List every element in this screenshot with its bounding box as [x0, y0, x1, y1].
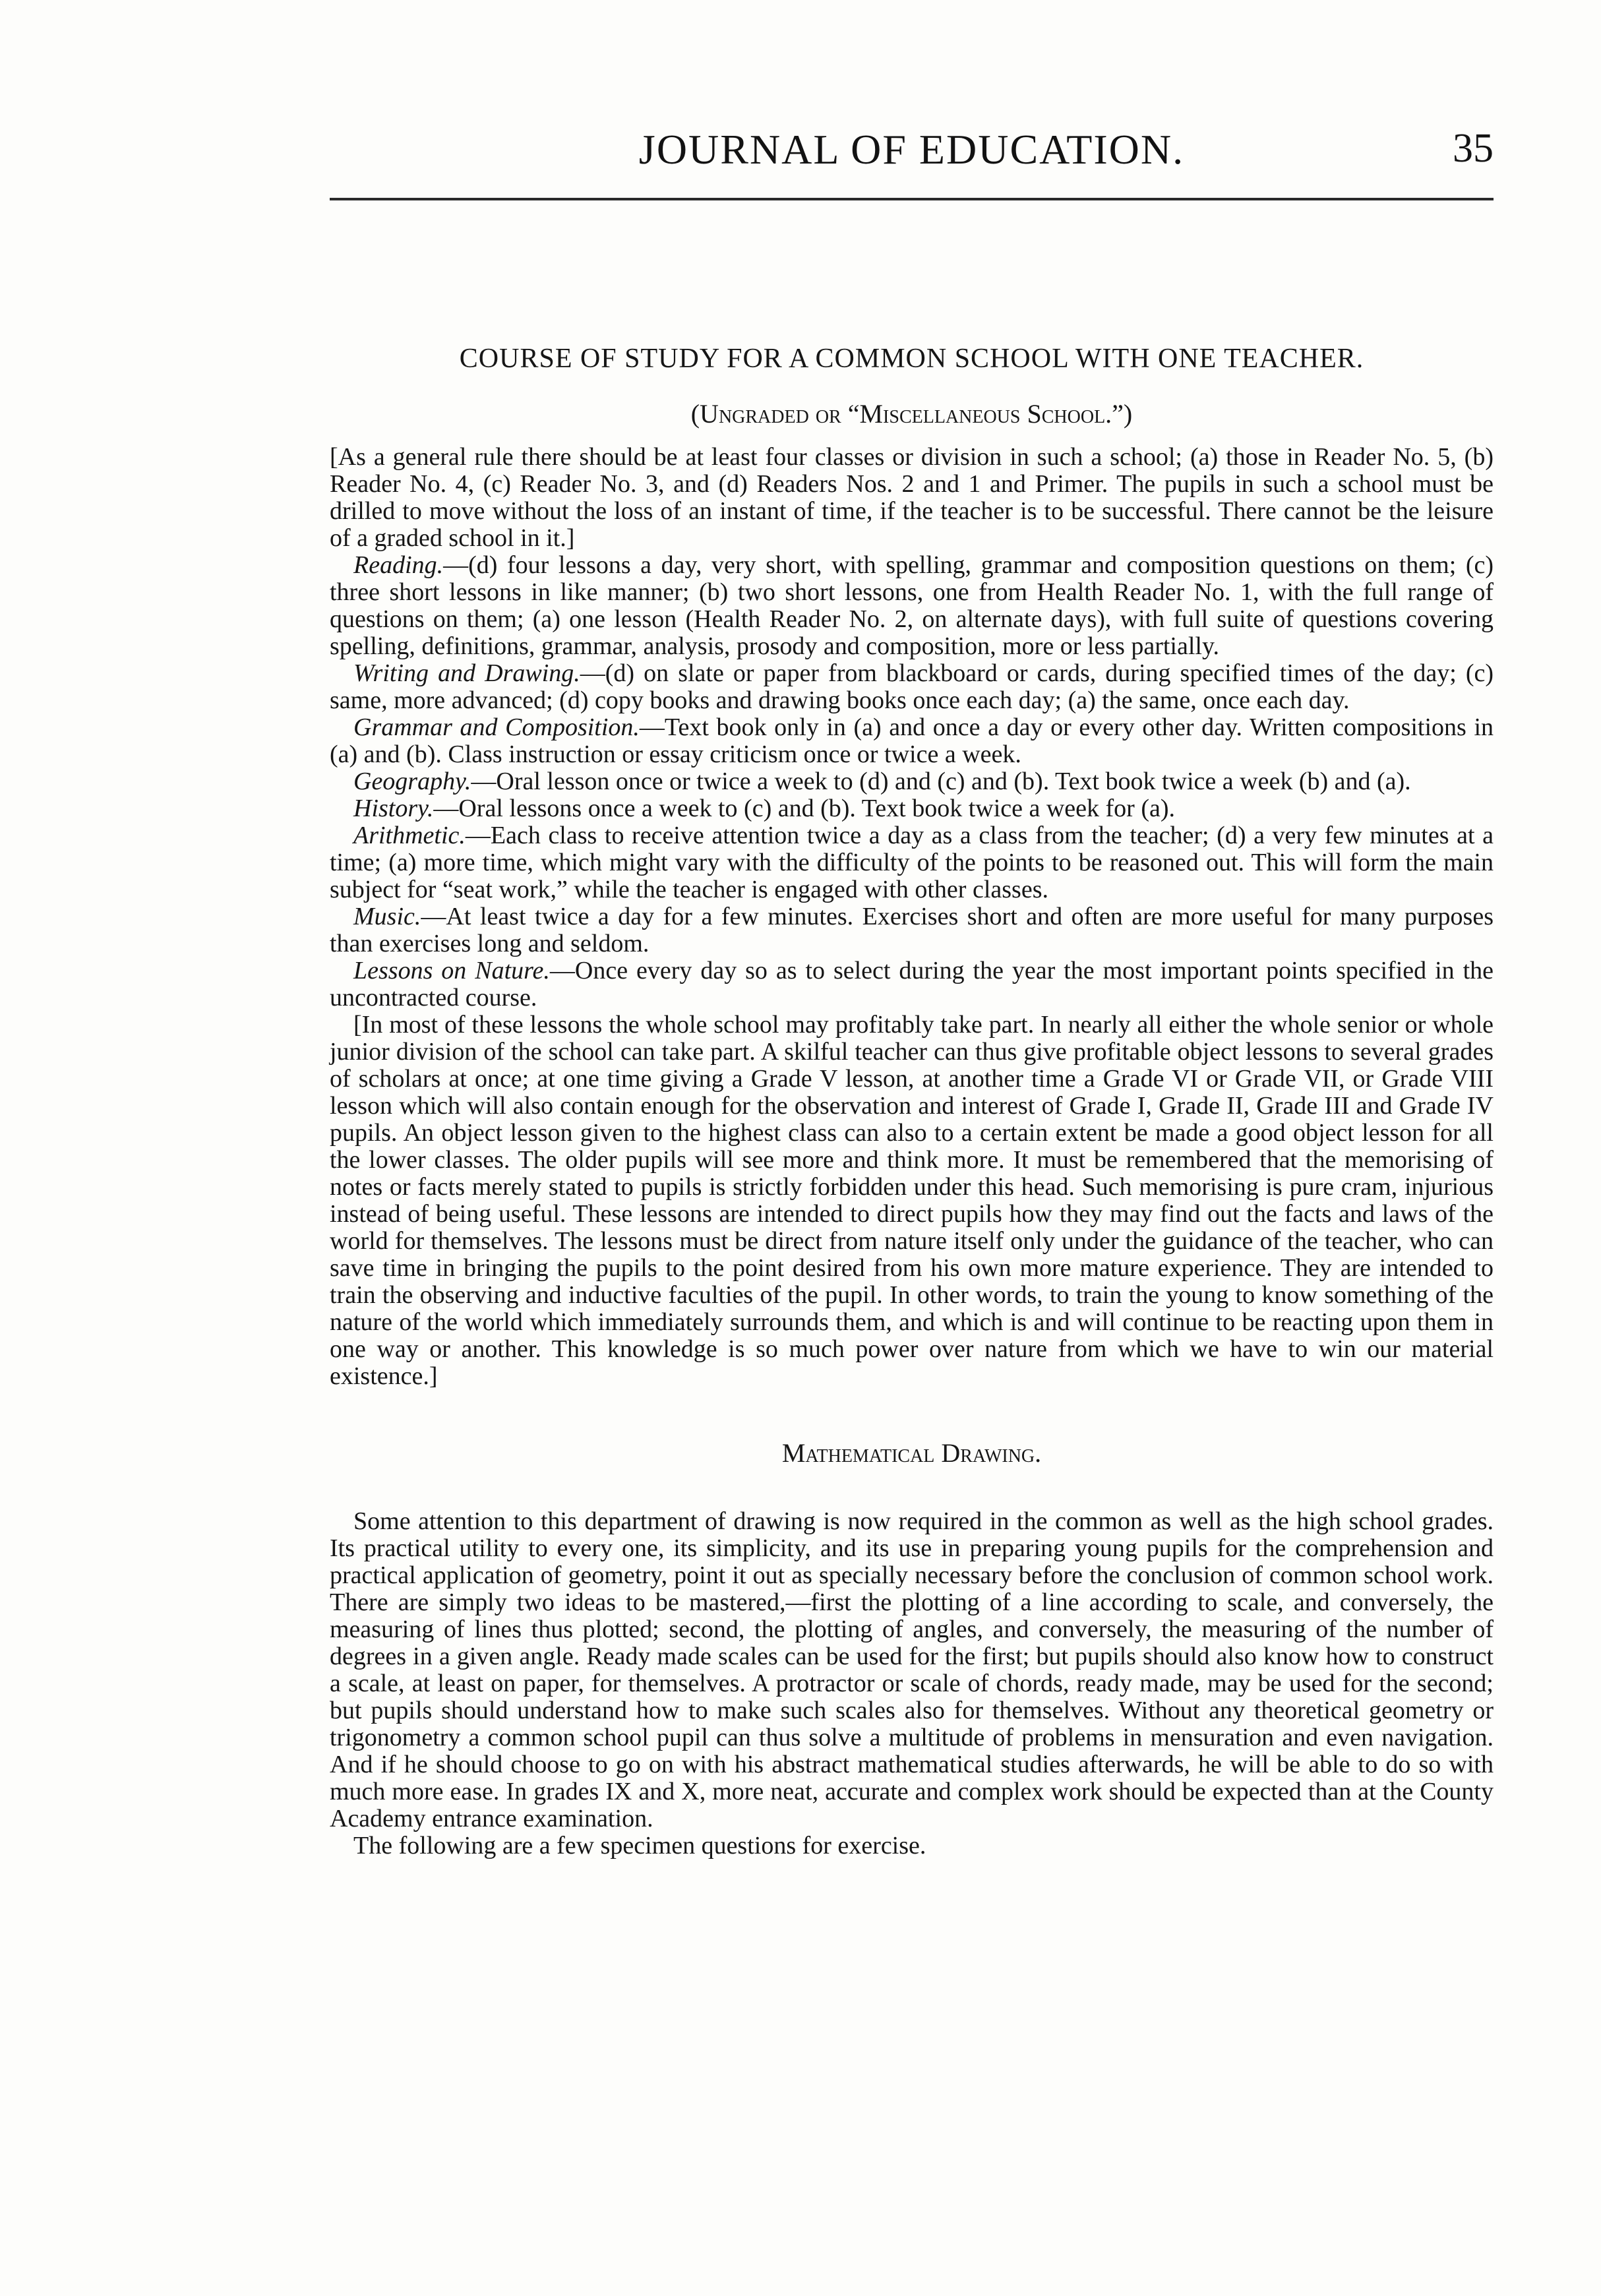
subject-arithmetic	[330, 822, 1494, 903]
subject-geography	[330, 768, 1494, 795]
course-title: COURSE OF STUDY FOR A COMMON SCHOOL WITH ONE TEACHER.	[459, 344, 1364, 374]
subject-title: Lessons on Nature.	[353, 957, 550, 984]
subject-text: —Each class to receive attention twice a day as a class from the teacher; (d) a very few minutes at a time; (a) more time, which might vary with the difficulty of the points to be reasoned out. This will form the main subject for “seat work,” while the teacher is engaged with other classes.	[330, 822, 1494, 903]
subject-text: —Oral lessons once a week to (c) and (b). Text book twice a week for (a).	[433, 795, 1176, 822]
header-rule	[330, 198, 1494, 200]
page-content	[330, 231, 1494, 1859]
subject-text: —(d) four lessons a day, very short, with spelling, grammar and composition questions on them; (c) three short lessons in like manner; (b) two short lessons, one from Health Reader No. 1, with the full range of questions on them; (a) one lesson (Health Reader No. 2, on alternate days), with full suite of questions covering spelling, definitions, grammar, analysis, prosody and composition, more or less partially.	[330, 551, 1494, 660]
intro-note: [As a general rule there should be at least four classes or division in such a school; (a) those in Reader No. 5, (b) Reader No. 4, (c) Reader No. 3, and (d) Readers Nos. 2 and 1 and Primer. The pupils in such a school must be drilled to move without the loss of an instant of time, if the teacher is to be successful. There cannot be the leisure of a graded school in it.]	[330, 443, 1494, 552]
subject-title: Geography.	[353, 768, 471, 795]
section-title-mathematical-drawing: Mathematical Drawing.	[781, 1438, 1042, 1468]
running-head	[330, 106, 1494, 178]
subject-writing-drawing	[330, 660, 1494, 714]
course-subtitle: (Ungraded or “Miscellaneous School.”)	[690, 399, 1133, 429]
subject-title: Reading.	[353, 551, 444, 579]
specimen-intro: The following are a few specimen questions for exercise.	[353, 1832, 926, 1859]
subject-title: History.	[353, 795, 434, 822]
subject-text: —Oral lesson once or twice a week to (d) and (c) and (b). Text book twice a week (b) and (a).	[471, 768, 1411, 795]
subject-reading	[330, 552, 1494, 660]
journal-title: JOURNAL OF EDUCATION.	[638, 126, 1185, 173]
subject-title: Arithmetic.	[353, 822, 466, 849]
subject-text: —(d) on slate or paper from blackboard or cards, during specified times of the day; (c) same, more advanced; (d) copy books and drawing books once each day; (a) the same, once each day.	[330, 659, 1494, 714]
subject-text: —Once every day so as to select during the year the most important points specified in the uncontracted course.	[330, 957, 1494, 1012]
mathematical-drawing-body: Some attention to this department of drawing is now required in the common as well as the high school grades. Its practical utility to every one, its simplicity, and its use in preparing young pupils for the comprehension and practical application of geometry, point it out as specially necessary before the conclusion of common school work. There are simply two ideas to be mastered,—first the plotting of a line according to scale, and conversely, the measuring of lines thus plotted; second, the plotting of angles, and conversely, the measuring of the number of degrees in a given angle. Ready made scales can be used for the first; but pupils should also know how to construct a scale, at least on paper, for themselves. A protractor or scale of chords, ready made, may be used for the second; but pupils should understand how to make such scales also for themselves. Without any theoretical geometry or trigonometry a common school pupil can thus solve a multitude of problems in mensuration and even navigation. And if he should choose to go on with his abstract mathematical studies afterwards, he will be able to do so with much more ease. In grades IX and X, more neat, accurate and complex work should be expected than at the County Academy entrance examination.	[330, 1507, 1494, 1832]
subject-history	[330, 795, 1494, 822]
subject-music	[330, 903, 1494, 957]
subject-lessons-on-nature	[330, 957, 1494, 1012]
subject-grammar-composition	[330, 714, 1494, 768]
subject-title: Writing and Drawing.	[353, 659, 580, 687]
subject-text: —At least twice a day for a few minutes. Exercises short and often are more useful for many purposes than exercises long and seldom.	[330, 903, 1494, 957]
subject-title: Grammar and Composition.	[353, 713, 640, 741]
subject-text: —Text book only in (a) and once a day or every other day. Written compositions in (a) and (b). Class instruction or essay criticism once or twice a week.	[330, 713, 1494, 768]
closing-note: [In most of these lessons the whole school may profitably take part. In nearly all either the whole senior or whole junior division of the school can take part. A skilful teacher can thus give profitable object lessons to several grades of scholars at once; at one time giving a Grade V lesson, at another time a Grade VI or Grade VII, or Grade VIII lesson which will also contain enough for the observation and interest of Grade I, Grade II, Grade III and Grade IV pupils. An object lesson given to the highest class can also to a certain extent be made a good object lesson for all the lower classes. The older pupils will see more and think more. It must be remembered that the memorising of notes or facts merely stated to pupils is strictly forbidden under this head. Such memorising is pure cram, injurious instead of being useful. These lessons are intended to direct pupils how they may find out the facts and laws of the world for themselves. The lessons must be direct from nature itself only under the guidance of the teacher, who can save time in bringing the pupils to the point desired from his own more mature experience. They are intended to train the observing and inductive faculties of the pupil. In other words, to train the young to know something of the nature of the world which immediately surrounds them, and which is and will continue to be reacting upon them in one way or another. This knowledge is so much power over nature from which we have to win our material existence.]	[330, 1011, 1494, 1390]
subject-title: Music.	[353, 903, 421, 930]
page-number: 35	[1453, 126, 1494, 171]
text-column	[330, 106, 1494, 1859]
